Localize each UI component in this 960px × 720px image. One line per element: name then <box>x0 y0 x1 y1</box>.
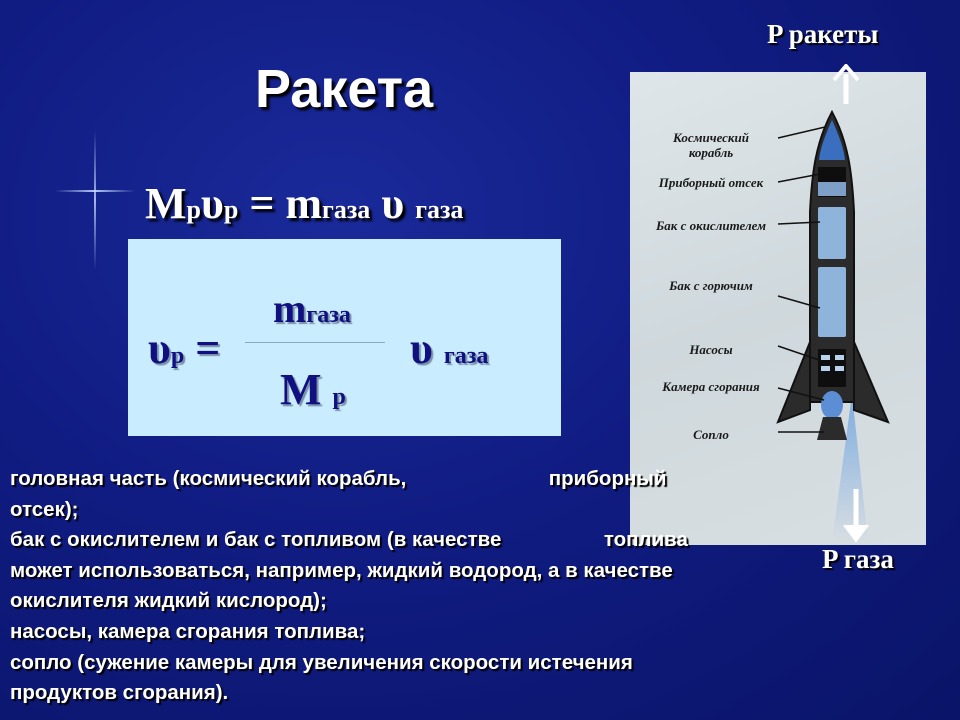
formula-v-gas-sub: газа <box>443 343 489 369</box>
formula-v-sub: р <box>170 343 185 369</box>
eq-gas-velocity: υ <box>381 179 405 228</box>
eq-rocket-mass: M <box>145 179 187 228</box>
eq-rocket-velocity-sub: р <box>223 195 239 224</box>
description-line: насосы, камера сгорания топлива; <box>10 619 366 643</box>
formula-velocity <box>148 323 220 374</box>
eq-gas-velocity-sub: газа <box>415 195 464 224</box>
fraction-line <box>245 342 385 343</box>
label-pumps: Насосы <box>689 342 733 357</box>
formula-denominator <box>280 364 346 415</box>
formula-num-sub: газа <box>306 302 351 328</box>
slide-title: Ракета <box>255 59 434 119</box>
arrow-up-icon <box>831 64 861 106</box>
formula-numerator <box>273 285 351 332</box>
formula-equals: = <box>195 324 221 373</box>
eq-equals: = <box>249 179 275 228</box>
formula-den-sub: р <box>332 384 346 410</box>
formula-den: M <box>280 365 322 414</box>
rocket-parts-description <box>10 464 750 709</box>
eq-gas-mass: m <box>285 179 323 228</box>
p-rocket-label: P ракеты <box>767 19 879 49</box>
p-gas-label: P газа <box>822 544 894 574</box>
label-combustion-chamber: Камера сгорания <box>662 379 760 394</box>
label-nozzle: Сопло <box>693 427 729 442</box>
eq-rocket-mass-sub: р <box>186 195 201 224</box>
description-line: отсек); <box>10 497 79 521</box>
eq-gas-mass-sub: газа <box>322 195 371 224</box>
lens-flare-vertical <box>94 130 96 270</box>
formula-gas-velocity <box>410 323 488 374</box>
label-spaceship: Космический корабль <box>673 130 749 160</box>
label-instrument-bay: Приборный отсек <box>658 175 764 190</box>
formula-v-gas: υ <box>410 324 433 373</box>
formula-v: υ <box>148 324 171 373</box>
formula-num: m <box>273 286 307 331</box>
eq-rocket-velocity: υ <box>201 179 224 228</box>
description-line: продуктов сгорания). <box>10 681 229 705</box>
description-line: головная часть (космический корабль, приборный <box>10 467 667 490</box>
label-oxidizer-tank: Бак с окислителем <box>655 218 767 233</box>
momentum-equation <box>145 178 463 229</box>
label-fuel-tank: Бак с горючим <box>669 278 753 293</box>
description-line: бак с окислителем и бак с топливом (в качестве топлива <box>10 528 688 552</box>
arrow-down-icon <box>841 487 871 543</box>
description-line: может использоваться, например, жидкий водород, а в качестве <box>10 558 673 582</box>
description-line: сопло (сужение камеры для увеличения скорости истечения <box>10 650 633 674</box>
description-line: окислителя жидкий кислород); <box>10 589 327 613</box>
